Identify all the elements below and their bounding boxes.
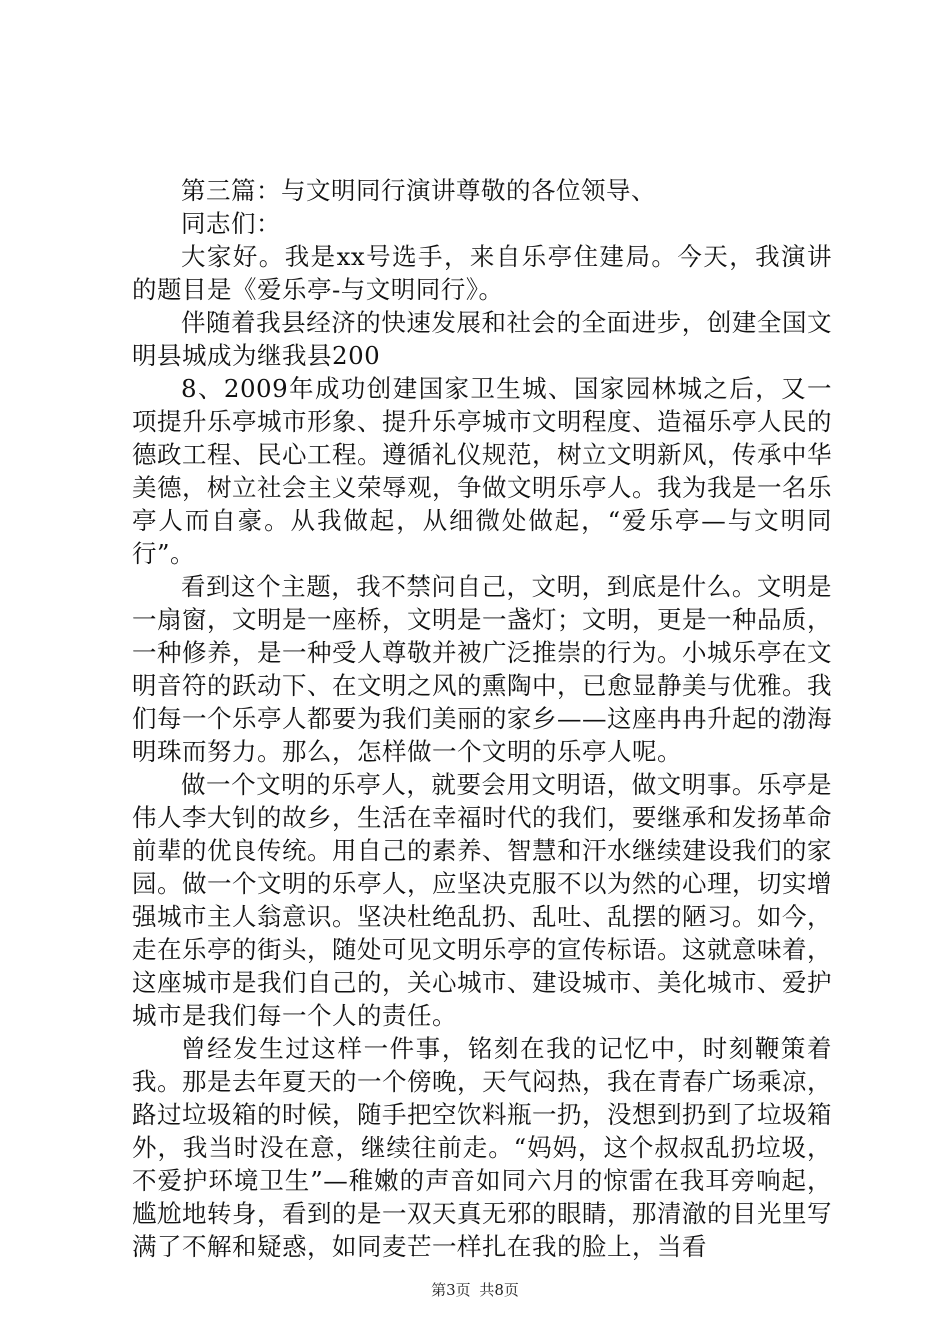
document-body: [132, 174, 832, 1263]
page-total: 共8页: [479, 1281, 519, 1299]
paragraph-civilization: 看到这个主题，我不禁问自己，文明，到底是什么。文明是一扇窗，文明是一座桥，文明是一盏灯；文明，更是一种品质，一种修养，是一种受人尊敬并被广泛推崇的行为。小城乐亭在文明音符的跃动下、在文明之风的熏陶中，已愈显静美与优雅。我们每一个乐亭人都要为我们美丽的家乡——这座冉冉升起的渤海明珠而努力。那么，怎样做一个文明的乐亭人呢。: [132, 572, 832, 766]
paragraph-story: 曾经发生过这样一件事，铭刻在我的记忆中，时刻鞭策着我。那是去年夏天的一个傍晚，天气闷热，我在青春广场乘凉，路过垃圾箱的时候，随手把空饮料瓶一扔，没想到扔到了垃圾箱外，我当时没在意，继续往前走。“妈妈，这个叔叔乱扔垃圾，不爱护环境卫生”—稚嫩的声音如同六月的惊雷在我耳旁响起，尴尬地转身，看到的是一双天真无邪的眼睛，那清澈的目光里写满了不解和疑惑，如同麦芒一样扎在我的脸上，当看: [132, 1034, 832, 1261]
paragraph-title: 第三篇：与文明同行演讲尊敬的各位领导、: [181, 176, 656, 205]
paragraph-project: 8、2009年成功创建国家卫生城、国家园林城之后，又一项提升乐亭城市形象、提升乐亭城市文明程度、造福乐亭人民的德政工程、民心工程。遵循礼仪规范，树立文明新风，传承中华美德，树立社会主义荣辱观，争做文明乐亭人。我为我是一名乐亭人而自豪。从我做起，从细微处做起，“爱乐亭—与文明同行”。: [132, 374, 832, 568]
paragraph-civilized-citizen: 做一个文明的乐亭人，就要会用文明语，做文明事。乐亭是伟人李大钊的故乡，生活在幸福时代的我们，要继承和发扬革命前辈的优良传统。用自己的素养、智慧和汗水继续建设我们的家园。做一个文明的乐亭人，应坚决克服不以为然的心理，切实增强城市主人翁意识。坚决杜绝乱扔、乱吐、乱摆的陋习。如今，走在乐亭的街头，随处可见文明乐亭的宣传标语。这就意味着，这座城市是我们自己的，关心城市、建设城市、美化城市、爱护城市是我们每一个人的责任。: [132, 770, 832, 1030]
page-number: 第3页: [431, 1281, 471, 1299]
page-footer: [0, 1279, 950, 1300]
paragraph-greeting: 大家好。我是xx号选手，来自乐亭住建局。今天，我演讲的题目是《爱乐亭-与文明同行》。: [132, 242, 832, 304]
paragraph-salutation: 同志们：: [181, 209, 281, 238]
paragraph-background: 伴随着我县经济的快速发展和社会的全面进步，创建全国文明县城成为继我县200: [132, 308, 832, 370]
